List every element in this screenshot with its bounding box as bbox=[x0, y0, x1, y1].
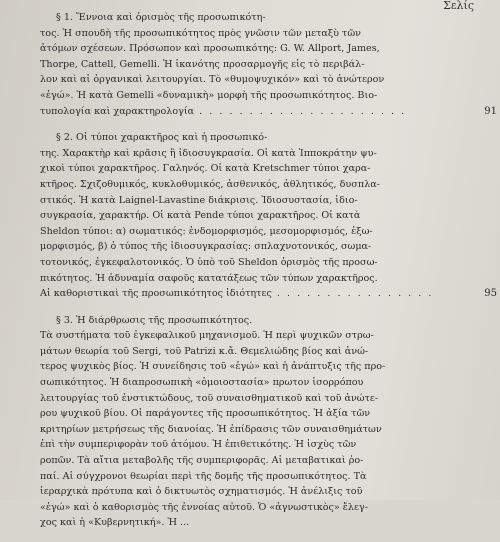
section-text-line: τερος ψυχικὸς βίος. Ἡ συνείδησις τοῦ «ἐγώ» καὶ ἡ ἀνάπτυξις τῆς προ- bbox=[40, 361, 386, 373]
toc-section-3 bbox=[40, 313, 455, 531]
section-text-line: ρου ψυχικοῦ βίου. Οἱ παράγοντες τῆς προσωπικότητος. Ἡ ἀξία τῶν bbox=[40, 408, 371, 420]
toc-section-2 bbox=[40, 130, 497, 302]
section-text-line: κριτηρίων μετρήσεως τῆς διανοίας. Ἡ ἐπίδρασις τῶν συναισθημάτων bbox=[40, 423, 382, 435]
section-heading: § 2. Οἱ τύποι χαρακτῆρος καὶ ἡ προσωπικό- bbox=[56, 132, 268, 144]
section-text-line: τος. Ἡ σπουδὴ τῆς προσωπικότητος πρὸς γνῶσιν τῶν μεταξὺ τῶν bbox=[40, 27, 361, 39]
section-text-line: ἱεραρχικὰ πρότυπα καὶ ὁ δικτυωτὸς σχηματισμός. Ἡ ἀνέλιξις τοῦ bbox=[40, 486, 363, 498]
section-text-line: της. Χαρακτὴρ καὶ κρᾶσις ἢ ἰδιοσυγκρασία. Οἱ κατὰ Ἱπποκράτην ψυ- bbox=[40, 147, 377, 159]
table-of-contents bbox=[40, 10, 497, 542]
section-text-line: πικότητος. Ἡ ἀδυναμία σαφοῦς κατατάξεως τῶν τύπων χαρακτῆρος. bbox=[40, 272, 378, 284]
section-text-end: τυπολογία καὶ χαρακτηρολογία bbox=[40, 105, 195, 117]
section-last-line bbox=[40, 104, 497, 120]
leader-dots: . . . . . . . . . . . . . . . . . . . . . bbox=[194, 105, 407, 117]
section-text-line: ροπῶν. Τὰ αἴτια μεταβολῆς τῆς συμπεριφορᾶς. Αἱ μεταβατικαὶ ῥο- bbox=[40, 455, 364, 467]
leader-dots: . . . . . . . . . . . . . . . . bbox=[271, 288, 434, 300]
section-text-line: λειτουργίας τοῦ ἐνστικτώδους, τοῦ συναισθηματικοῦ καὶ τοῦ ἀνώτε- bbox=[40, 392, 379, 404]
section-text-line: Sheldon τύποι: α) σωματικός: ἐνδομορφισμός, μεσομορφισμός, ἐξω- bbox=[40, 225, 373, 237]
section-text-line: μάτων θεωρία τοῦ Sergi, τοῦ Patrizi κ.ἄ. Θεμελιώδης βίος καὶ ἀνώ- bbox=[40, 345, 369, 357]
section-text-line: μορφισμός, β) ὁ τύπος τῆς ἰδιοσυγκρασίας: σπλαχνοτονικός, σωμα- bbox=[40, 241, 372, 253]
page-number: 95 bbox=[484, 288, 497, 300]
page-header-label: Σελίς bbox=[443, 0, 474, 12]
section-last-line bbox=[40, 286, 497, 302]
section-heading: § 1. Ἔννοια καὶ ὁρισμὸς τῆς προσωπικότη- bbox=[56, 12, 266, 23]
section-text-line: τοτονικός, ἐγκεφαλοτονικός. Ὁ ὑπὸ τοῦ Sheldon ὁρισμὸς τῆς προσω- bbox=[40, 256, 378, 268]
section-text-line: χος καὶ ἡ «Κυβερνητική». Ἡ ... bbox=[40, 517, 190, 529]
section-text-line: «ἐγώ». Ἡ κατὰ Gemelli «δυναμικὴ» μορφὴ τῆς προσωπικότητος. Βιο- bbox=[40, 89, 378, 101]
section-text-line: συγκρασία, χαρακτήρ. Οἱ κατὰ Pende τύποι χαρακτῆρος. Οἱ κατὰ bbox=[40, 210, 361, 222]
toc-section-1 bbox=[40, 10, 497, 119]
section-text-line: «ἐγώ» καὶ ὁ καθορισμὸς τῆς ἐννοίας αὐτοῦ. Ὁ «ἀγνωστικὸς» ἔλεγ- bbox=[40, 501, 368, 513]
section-text-line: κτῆρος. Σχιζοθυμικός, κυκλοθυμικός, ἀσθενικός, ἀθλητικός, δυσπλα- bbox=[40, 178, 380, 190]
section-text-line: παί. Αἱ σύγχρονοι θεωρίαι περὶ τῆς δομῆς τῆς προσωπικότητος. Τὰ bbox=[40, 470, 367, 482]
section-text-end: Αἱ καθοριστικαὶ τῆς προσωπικότητος ἰδιότητες bbox=[40, 288, 272, 300]
section-heading: § 3. Ἡ διάρθρωσις τῆς προσωπικότητος. bbox=[56, 314, 253, 326]
page-number: 91 bbox=[484, 105, 497, 117]
section-text-line: Thorpe, Cattell, Gemelli. Ἡ ἱκανότης προσαρμογῆς εἰς τὸ περιβάλ- bbox=[40, 58, 365, 70]
section-text-line: στικός. Ἡ κατὰ Laignel-Lavastine διάκρισις. Ἰδιοσυστασία, ἰδιο- bbox=[40, 194, 358, 206]
section-text-line: ἀτόμων σχέσεων. Πρόσωπον καὶ προσωπικότης: G. W. Allport, James, bbox=[40, 43, 380, 55]
section-text-line: λον καὶ αἱ ὀργανικαὶ λειτουργίαι. Τὸ «θυμοψυχικόν» καὶ τὸ ἀνώτερον bbox=[40, 74, 385, 86]
section-text-line: σωπικότητος. Ἡ διαπροσωπικὴ «ὁμοιοστασία» πρωτον ἰσορρόπου bbox=[40, 377, 364, 389]
section-text-line: Τὰ συστήματα τοῦ ἐγκεφαλικοῦ μηχανισμοῦ. Ἡ περὶ ψυχικῶν στρω- bbox=[40, 330, 374, 342]
section-text-line: χικοὶ τύποι χαρακτῆρος. Γαληνός. Οἱ κατὰ Kretschmer τύποι χαρα- bbox=[40, 163, 371, 175]
section-text-line: ἐπὶ τὴν συμπεριφορὰν τοῦ ἀτόμου. Ἡ ἐπιθετικότης. Ἡ ἰσχὺς τῶν bbox=[40, 439, 357, 451]
